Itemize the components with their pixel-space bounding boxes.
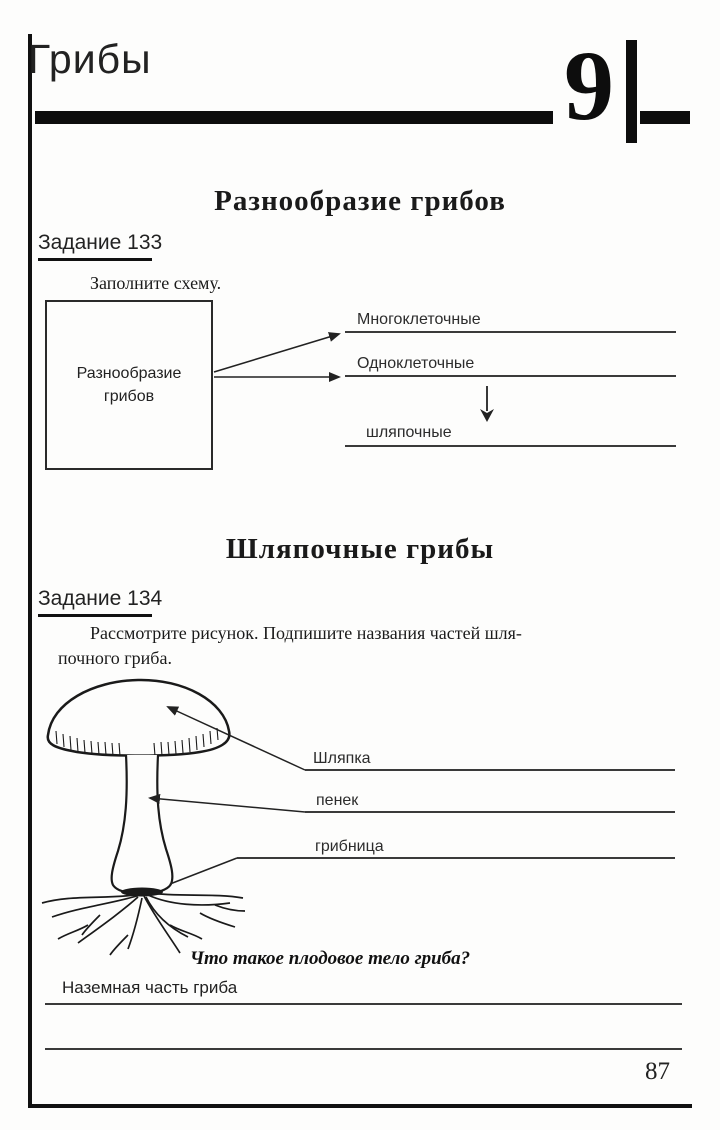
branch-unicellular-line (345, 375, 676, 377)
task-134-instruction-line2: почного гриба. (58, 648, 172, 668)
task-134-instruction (58, 621, 638, 671)
cap-label-line (305, 769, 675, 771)
answer-line-2 (45, 1048, 682, 1050)
mushroom-illustration (30, 665, 690, 965)
task-133-instruction: Заполните схему. (90, 273, 222, 293)
mycelium-label: грибница (315, 838, 384, 855)
page-number: 87 (645, 1058, 670, 1085)
page-bottom-border (28, 1104, 692, 1108)
down-arrow-icon (470, 384, 506, 426)
scheme-arrows (213, 325, 353, 395)
scheme-box (45, 300, 213, 470)
branch-multicellular-label: Многоклеточные (357, 311, 481, 328)
mushroom-mycelium (42, 888, 245, 956)
branch-multicellular-line (345, 331, 676, 333)
answer-text: Наземная часть гриба (62, 978, 238, 997)
section2-title: Шляпочные грибы (225, 533, 495, 565)
page-header-title: Грибы (28, 36, 152, 82)
branch-cap-label: шляпочные (366, 424, 452, 441)
chapter-rule (35, 111, 553, 124)
mushroom-cap (48, 680, 230, 756)
stem-label-line (305, 811, 675, 813)
section1-title: Разнообразие грибов (214, 185, 506, 217)
chapter-vertical-bar (626, 40, 637, 143)
stem-label: пенек (316, 792, 359, 809)
mushroom-stem (112, 755, 173, 894)
question-text: Что такое плодовое тело гриба? (189, 948, 471, 969)
scheme-box-label-line1: Разнообразие (76, 365, 182, 382)
cap-label: Шляпка (313, 750, 371, 767)
task-133-underline (38, 258, 152, 261)
task-133-label: Задание 133 (38, 231, 163, 254)
branch-cap-line (345, 445, 676, 447)
chapter-rule-right (640, 111, 690, 124)
answer-line-1 (45, 1003, 682, 1005)
scheme-box-label-line2: грибов (103, 388, 155, 405)
chapter-number: 9 (564, 30, 614, 141)
task-134-underline (38, 614, 152, 617)
task-134-instruction-line1: Рассмотрите рисунок. Подпишите названия частей шля- (90, 623, 522, 643)
scheme-box-label (77, 362, 182, 408)
branch-unicellular-label: Одноклеточные (357, 355, 475, 372)
mycelium-label-line (237, 857, 675, 859)
task-134-label: Задание 134 (38, 587, 163, 610)
